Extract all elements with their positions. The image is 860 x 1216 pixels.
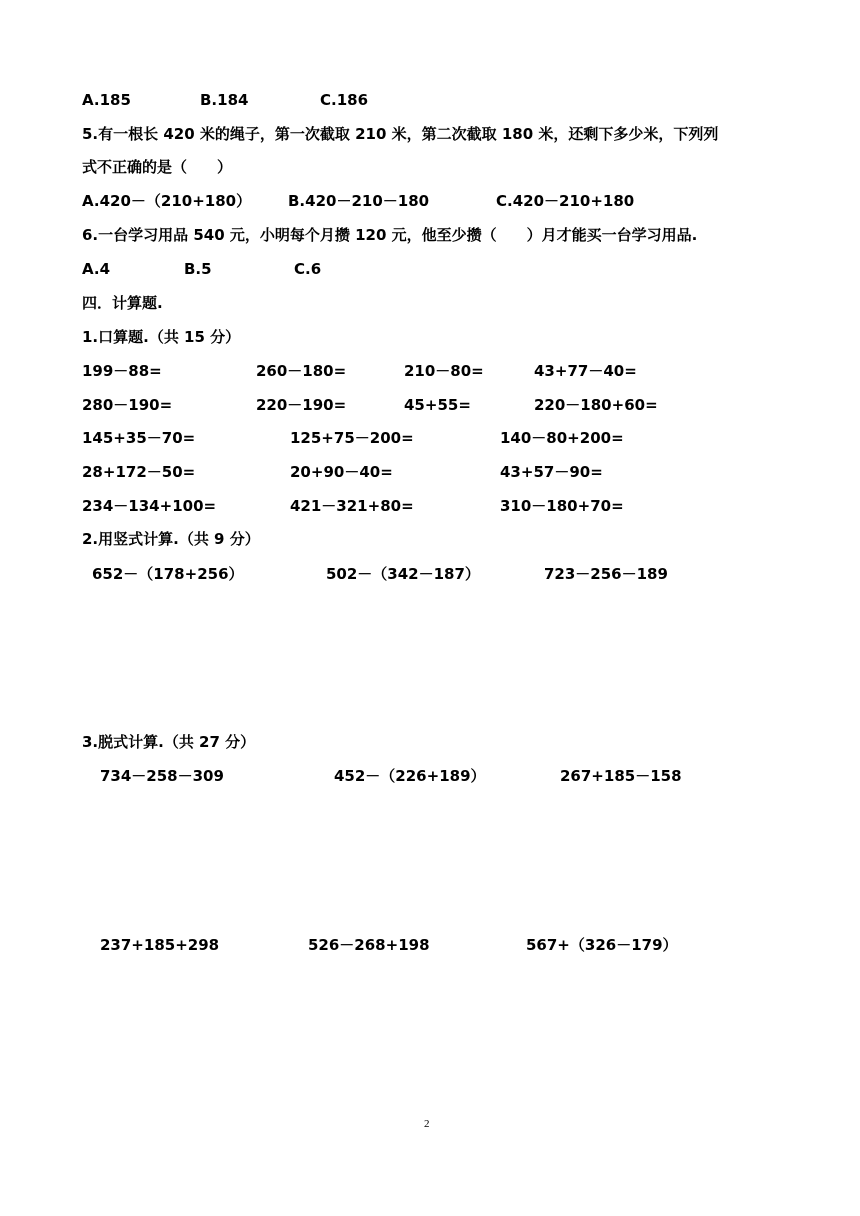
stepwise-calc-item: 734－258－309 (100, 767, 224, 785)
oral-item: 125+75－200= (290, 429, 414, 447)
q4-option-a: A.185 (82, 91, 131, 109)
section-title: 四．计算题. (82, 294, 163, 312)
q5-option-c: C.420－210+180 (496, 192, 635, 210)
oral-item: 280－190= (82, 396, 173, 414)
q5-text-line1: 5.有一根长 420 米的绳子，第一次截取 210 米，第二次截取 180 米，还剩下多少米，下列列 (82, 125, 719, 143)
stepwise-calc-item: 267+185－158 (560, 767, 682, 785)
q6-text: 6.一台学习用品 540 元，小明每个月攒 120 元，他至少攒（ ）月才能买一台学习用品. (82, 226, 698, 244)
stepwise-calc-item: 526－268+198 (308, 936, 430, 954)
oral-item: 43+57－90= (500, 463, 603, 481)
q4-option-c: C.186 (320, 91, 369, 109)
q4-option-b: B.184 (200, 91, 249, 109)
oral-item: 20+90－40= (290, 463, 393, 481)
oral-item: 28+172－50= (82, 463, 196, 481)
oral-item: 220－190= (256, 396, 347, 414)
q6-option-c: C.6 (294, 260, 322, 278)
page-number: 2 (424, 1118, 430, 1130)
vertical-calc-item: 502－（342－187） (326, 565, 480, 583)
stepwise-calc-item: 567+（326－179） (526, 936, 678, 954)
stepwise-calc-item: 452－（226+189） (334, 767, 486, 785)
oral-item: 45+55= (404, 396, 471, 414)
part3-title: 3.脱式计算.（共 27 分） (82, 733, 256, 751)
q5-option-a: A.420－（210+180） (82, 192, 252, 210)
part2-title: 2.用竖式计算.（共 9 分） (82, 530, 260, 548)
vertical-calc-item: 652－（178+256） (92, 565, 244, 583)
q6-option-a: A.4 (82, 260, 111, 278)
oral-item: 234－134+100= (82, 497, 217, 515)
stepwise-calc-item: 237+185+298 (100, 936, 220, 954)
oral-item: 199－88= (82, 362, 162, 380)
oral-item: 140－80+200= (500, 429, 624, 447)
oral-item: 220－180+60= (534, 396, 658, 414)
oral-item: 145+35－70= (82, 429, 196, 447)
oral-item: 43+77－40= (534, 362, 637, 380)
oral-item: 310－180+70= (500, 497, 624, 515)
vertical-calc-item: 723－256－189 (544, 565, 668, 583)
part1-title: 1.口算题.（共 15 分） (82, 328, 241, 346)
q5-text-line2: 式不正确的是（ ） (82, 158, 233, 176)
oral-item: 260－180= (256, 362, 347, 380)
q6-option-b: B.5 (184, 260, 212, 278)
q5-option-b: B.420－210－180 (288, 192, 430, 210)
oral-item: 210－80= (404, 362, 484, 380)
oral-item: 421－321+80= (290, 497, 414, 515)
